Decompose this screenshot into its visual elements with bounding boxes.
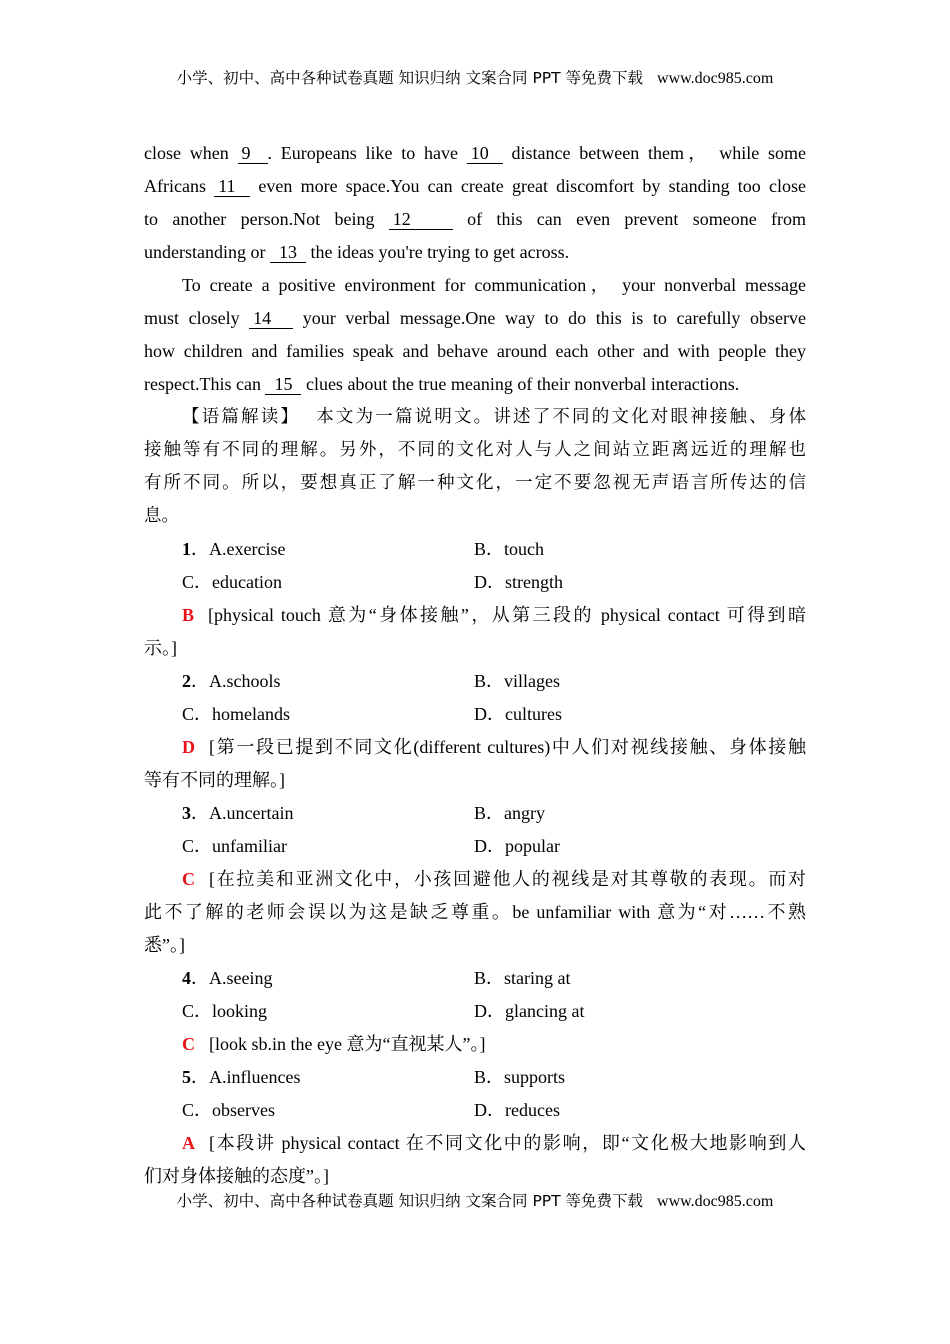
passage-paragraph-2 [144,269,806,401]
option-a: A.uncertain [209,803,294,823]
text-line [144,170,806,203]
text: your verbal message.One way to do this is to carefully observe [293,308,806,328]
question-number: 3 [182,803,191,823]
explanation-line [144,599,806,632]
question-1 [144,533,806,665]
explanation-text: 示。] [144,638,177,658]
blank-10: 10 [467,143,503,164]
option-row: 3．A.uncertain B．angry [144,797,806,830]
question-5 [144,1061,806,1193]
option-b: B．villages [474,671,560,691]
option-row: 2．A.schools B．villages [144,665,806,698]
option-d: D．cultures [474,704,562,724]
blank-9: 9 [238,143,268,164]
page-header [0,66,950,88]
question-number: 5 [182,1067,191,1087]
question-number: 4 [182,968,191,988]
footer-url: www.doc985.com [657,1193,774,1210]
option-d: D．strength [474,572,563,592]
blank-11: 11 [214,176,250,197]
question-3 [144,797,806,962]
option-b: B．angry [474,803,545,823]
option-row: 4．A.seeing B．staring at [144,962,806,995]
text-line [144,500,806,533]
option-d: D．glancing at [474,1001,585,1021]
passage-paragraph-1 [144,137,806,269]
option-a: A.seeing [209,968,273,988]
explanation-text: [第一段已提到不同文化(different cultures)中人们对视线接触、身体接触 [209,737,806,757]
question-2 [144,665,806,797]
text-line [144,368,806,401]
text-line [144,434,806,467]
explanation-text: [本段讲 physical contact 在不同文化中的影响，即“文化极大地影响到人 [209,1133,806,1153]
blank-15: 15 [265,374,301,395]
text: clues about the true meaning of their nonverbal interactions. [301,374,740,394]
explanation-text: [look sb.in the eye 意为“直视某人”。] [209,1034,486,1054]
text: 有所不同。所以，要想真正了解一种文化，一定不要忽视无声语言所传达的信 [144,473,806,493]
text: Africans [144,176,215,196]
text: respect.This can [144,374,266,394]
option-row: 5．A.influences B．supports [144,1061,806,1094]
text: close when [144,143,238,163]
question-4 [144,962,806,1061]
option-c: C．homelands [182,704,290,724]
option-d: D．popular [474,836,560,856]
explanation-line [144,632,806,665]
text: 接触等有不同的理解。另外，不同的文化对人与人之间站立距离远近的理解也 [144,440,806,460]
text: to another person.Not being [144,209,389,229]
answer-letter: D [182,737,195,757]
text-line [144,467,806,500]
option-a: A.schools [209,671,281,691]
explanation-text: 悉”。] [144,935,185,955]
analysis-label: 【语篇解读】 [182,407,301,427]
option-row: 1．A.exercise B．touch [144,533,806,566]
text-line [144,269,806,302]
text-line [144,236,806,269]
blank-14: 14 [249,308,293,329]
text-line [144,137,806,170]
explanation-text: 此不了解的老师会误以为这是缺乏尊重。be unfamiliar with 意为“对……不熟 [144,902,806,922]
explanation-text: 们对身体接触的态度”。] [144,1166,329,1186]
option-b: B．supports [474,1067,566,1087]
explanation-line [144,863,806,896]
header-url: www.doc985.com [657,70,774,87]
answer-letter: A [182,1133,195,1153]
text-line [144,302,806,335]
option-row [144,566,806,599]
option-row [144,698,806,731]
explanation-line [144,764,806,797]
explanation-line [144,731,806,764]
footer-text: 小学、初中、高中各种试卷真题 知识归纳 文案合同 PPT 等免费下载 [176,1192,644,1210]
document-body [144,137,806,1193]
text: even more space.You can create great discomfort by standing too close [250,176,806,196]
text: how children and families speak and behave around each other and with people they [144,341,806,361]
blank-13: 13 [270,242,306,263]
option-b: B．staring at [474,968,571,988]
page-footer [0,1189,950,1211]
blank-12: 12 [389,209,453,230]
explanation-text: [在拉美和亚洲文化中，小孩回避他人的视线是对其尊敬的表现。而对 [209,869,806,889]
explanation-line [144,1127,806,1160]
option-c: C．observes [182,1100,275,1120]
option-row [144,1094,806,1127]
text: 本文为一篇说明文。讲述了不同的文化对眼神接触、身体 [314,407,807,427]
text-line [144,203,806,236]
text-line [144,401,806,434]
text: distance between them， while some [502,143,806,163]
text-line [144,335,806,368]
text: 息。 [144,506,179,526]
text: . Europeans like to have [267,143,467,163]
option-c: C．education [182,572,282,592]
header-text: 小学、初中、高中各种试卷真题 知识归纳 文案合同 PPT 等免费下载 [176,69,644,87]
option-c: C．looking [182,1001,268,1021]
option-b: B．touch [474,539,544,559]
option-row [144,830,806,863]
option-c: C．unfamiliar [182,836,287,856]
option-d: D．reduces [474,1100,560,1120]
analysis-section [144,401,806,533]
text: understanding or [144,242,270,262]
answer-letter: C [182,869,195,889]
option-row [144,995,806,1028]
explanation-text: 等有不同的理解。] [144,770,285,790]
explanation-line [144,896,806,929]
question-number: 1 [182,539,191,559]
text: To create a positive environment for communication， your nonverbal message [182,275,806,295]
text: must closely [144,308,250,328]
explanation-line [144,1028,806,1061]
option-a: A.influences [209,1067,301,1087]
text: the ideas you're trying to get across. [305,242,570,262]
explanation-line [144,929,806,962]
question-number: 2 [182,671,191,691]
answer-letter: C [182,1034,195,1054]
text: of this can even prevent someone from [452,209,807,229]
option-a: A.exercise [209,539,286,559]
answer-letter: B [182,605,195,625]
explanation-text: [physical touch 意为“身体接触”，从第三段的 physical contact 可得到暗 [208,605,806,625]
